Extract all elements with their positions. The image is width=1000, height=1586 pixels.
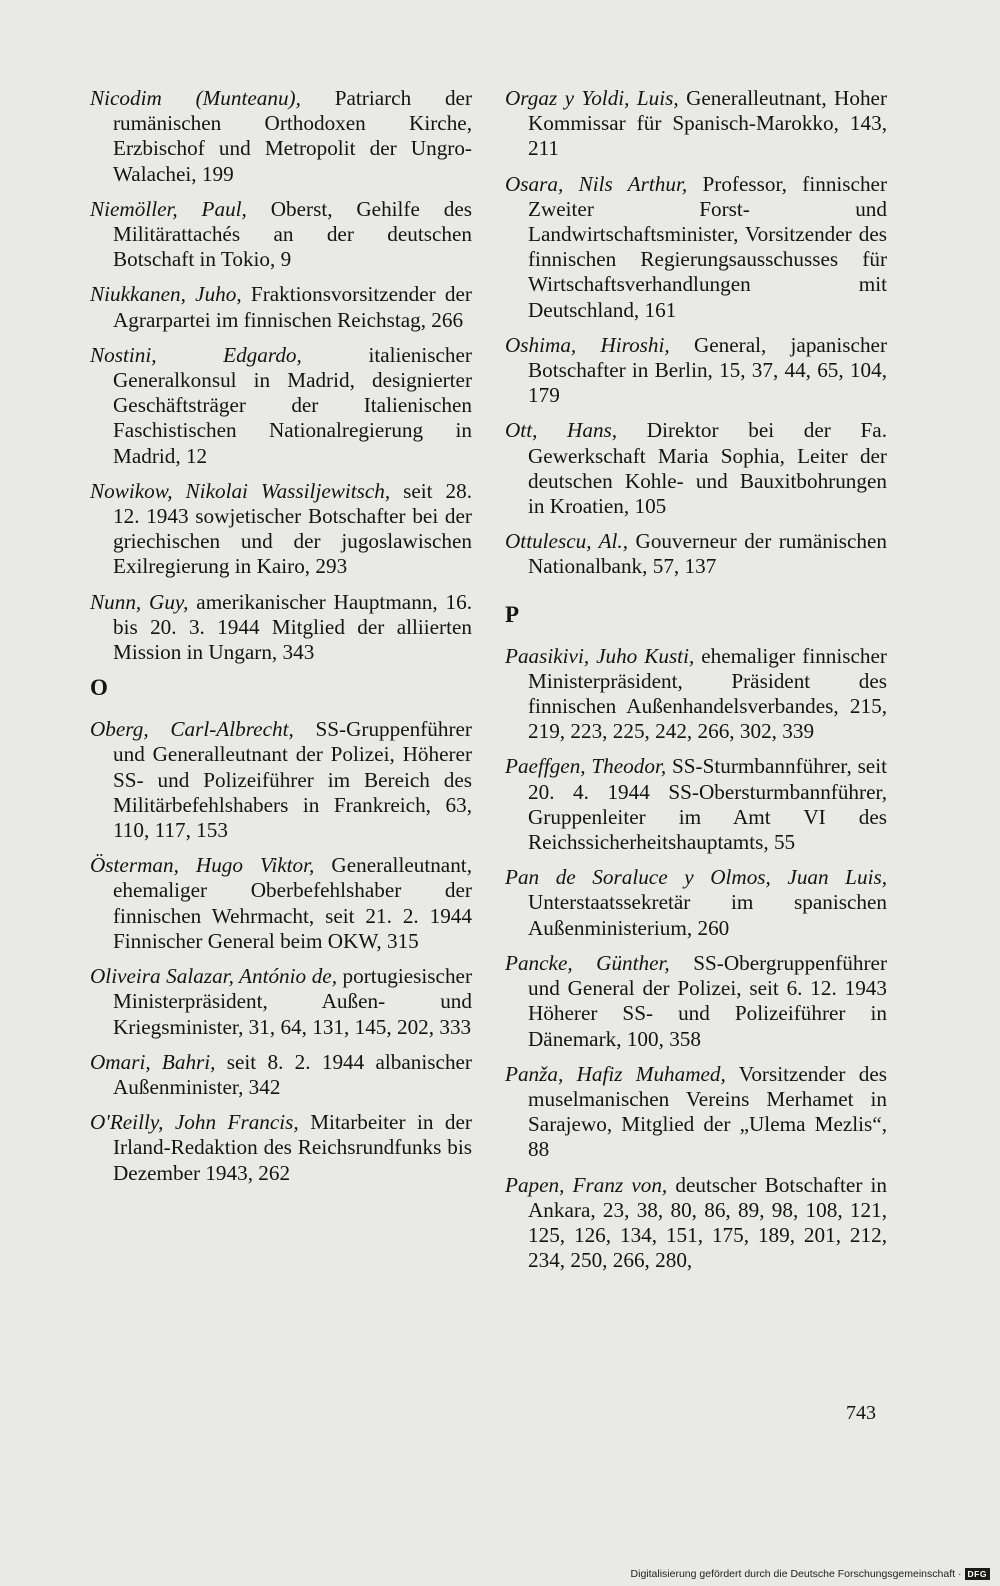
entry-name: Nowikow, Nikolai Wassiljewitsch,: [90, 478, 391, 503]
entry-name: Pancke, Günther,: [505, 950, 670, 975]
index-entry: [90, 590, 472, 666]
entry-name: Oberg, Carl-Albrecht,: [90, 717, 294, 742]
entry-name: Paeffgen, Theodor,: [505, 754, 667, 779]
entry-description: deutscher Botschafter in Ankara, 23, 38, 80, 86, 89, 98, 108, 121, 125, 126, 134, 151, 175, 189, 201, 212, 234, 250, 266, 280,: [528, 1172, 887, 1273]
dfg-logo: DFG: [965, 1568, 990, 1580]
entry-description: portugiesischer Ministerpräsident, Außen- und Kriegsminister, 31, 64, 131, 145, 202, 333: [113, 964, 473, 1039]
entry-description: amerikanischer Hauptmann, 16. bis 20. 3. 1944 Mitglied der alliierten Mission in Ungarn, 343: [113, 589, 472, 665]
index-entry: [90, 282, 472, 332]
entries-o: [90, 717, 472, 1185]
index-entry: [505, 865, 887, 941]
index-entry: [90, 1050, 472, 1100]
entry-description: ehemaliger finnischer Ministerpräsident, Präsident des finnischen Außenhandelsverbandes, 215, 219, 223, 225, 242, 266, 302, 339: [528, 643, 887, 744]
entry-description: italienischer Generalkonsul in Madrid, designierter Geschäftsträger der Italienischen Faschistischen Nationalregierung in Madrid, 12: [113, 342, 472, 468]
entry-description: Professor, finnischer Zweiter Forst- und Landwirtschaftsminister, Vorsitzender des finnischen Regierungsausschusses für Wirtschaftsverhandlungen mit Deutschland, 161: [528, 171, 888, 322]
entry-name: Nostini, Edgardo,: [90, 342, 302, 367]
entry-name: Nunn, Guy,: [90, 589, 189, 614]
entry-name: Panža, Hafiz Muhamed,: [505, 1061, 726, 1086]
section-heading-p: P: [505, 601, 520, 627]
entry-name: Ottulescu, Al.,: [505, 529, 629, 554]
index-entry: [90, 717, 472, 843]
index-entry: [90, 197, 472, 273]
footer-dot: ·: [958, 1568, 962, 1580]
entry-description: Direktor bei der Fa. Gewerkschaft Maria Sophia, Leiter der deutschen Kohle- und Bauxitbohrungen in Kroatien, 105: [528, 418, 888, 519]
entries-n: [90, 86, 472, 665]
entry-description: Unterstaatssekretär im spanischen Außenministerium, 260: [528, 890, 887, 940]
entry-name: Omari, Bahri,: [90, 1049, 216, 1074]
index-entry: [90, 1110, 472, 1186]
entry-name: Nicodim (Munteanu),: [90, 86, 301, 110]
entry-name: Papen, Franz von,: [505, 1172, 668, 1197]
entry-description: Gouverneur der rumänischen Nationalbank, 57, 137: [528, 529, 887, 579]
entries-p: [505, 644, 887, 1274]
entry-name: O'Reilly, John Francis,: [90, 1110, 299, 1135]
index-entry: [505, 333, 887, 409]
index-entry: [90, 853, 472, 954]
entry-name: Oliveira Salazar, António de,: [90, 964, 337, 989]
index-entry: [505, 418, 887, 519]
entry-description: Oberst, Gehilfe des Militärattachés an der deutschen Botschaft in Tokio, 9: [113, 196, 472, 272]
section-heading-o: O: [90, 675, 108, 701]
index-entry: [505, 644, 887, 745]
index-entry: [505, 529, 887, 579]
entries-o-continued: [505, 86, 887, 580]
entry-name: Orgaz y Yoldi, Luis,: [505, 86, 679, 110]
entry-description: Generalleutnant, ehemaliger Oberbefehlshaber der finnischen Wehrmacht, seit 21. 2. 1944 Finnischer General beim OKW, 315: [113, 853, 472, 953]
entry-description: General, japanischer Botschafter in Berlin, 15, 37, 44, 65, 104, 179: [528, 332, 887, 408]
entry-description: SS-Gruppenführer und Generalleutnant der Polizei, Höherer SS- und Polizeiführer im Bereich des Militärbefehlshabers in Frankreich, 63, 110, 117, 153: [113, 717, 472, 843]
index-entry: [90, 343, 472, 469]
entry-name: Ott, Hans,: [505, 418, 618, 443]
page-number: 743: [846, 1402, 876, 1424]
entry-name: Niukkanen, Juho,: [90, 282, 242, 307]
left-column: [90, 86, 472, 1196]
index-entry: [505, 1062, 887, 1163]
entry-description: Vorsitzender des muselmanischen Vereins Merhamet in Sarajewo, Mitglied der „Ulema Mezlis“, 88: [528, 1061, 887, 1162]
entry-name: Niemöller, Paul,: [90, 196, 247, 221]
entry-description: Fraktionsvorsitzender der Agrarpartei im finnischen Reichstag, 266: [113, 282, 472, 332]
entry-description: seit 8. 2. 1944 albanischer Außenminister, 342: [113, 1049, 472, 1099]
entry-name: Osara, Nils Arthur,: [505, 171, 688, 196]
entry-name: Oshima, Hiroshi,: [505, 332, 670, 357]
index-entry: [90, 479, 472, 580]
index-entry: [505, 86, 887, 162]
entry-description: SS-Sturmbannführer, seit 20. 4. 1944 SS-Obersturmbannführer, Gruppenleiter im Amt VI des Reichssicherheitshauptamts, 55: [528, 754, 887, 855]
entry-description: SS-Obergruppenführer und General der Polizei, seit 6. 12. 1943 Höherer SS- und Polizeiführer in Dänemark, 100, 358: [528, 950, 887, 1051]
index-entry: [505, 172, 887, 323]
right-column: [505, 86, 887, 1283]
entry-description: Patriarch der rumänischen Orthodoxen Kirche, Erzbischof und Metropolit der Ungro-Walachei, 199: [113, 86, 472, 186]
entry-name: Österman, Hugo Viktor,: [90, 853, 315, 878]
index-entry: [505, 754, 887, 855]
index-entry: [505, 1173, 887, 1274]
footer: [631, 1568, 990, 1580]
entry-description: seit 28. 12. 1943 sowjetischer Botschafter bei der griechischen und der jugoslawischen Exilregierung in Kairo, 293: [113, 478, 472, 579]
index-entry: [90, 86, 472, 187]
footer-text: Digitalisierung gefördert durch die Deutsche Forschungsgemeinschaft: [630, 1568, 956, 1580]
index-entry: [505, 951, 887, 1052]
entry-name: Paasikivi, Juho Kusti,: [505, 643, 695, 668]
entry-name: Pan de Soraluce y Olmos, Juan Luis,: [505, 865, 887, 890]
index-entry: [90, 964, 472, 1040]
entry-description: Mitarbeiter in der Irland-Redaktion des Reichsrundfunks bis Dezember 1943, 262: [113, 1110, 472, 1185]
entry-description: Generalleutnant, Hoher Kommissar für Spanisch-Marokko, 143, 211: [528, 86, 887, 161]
